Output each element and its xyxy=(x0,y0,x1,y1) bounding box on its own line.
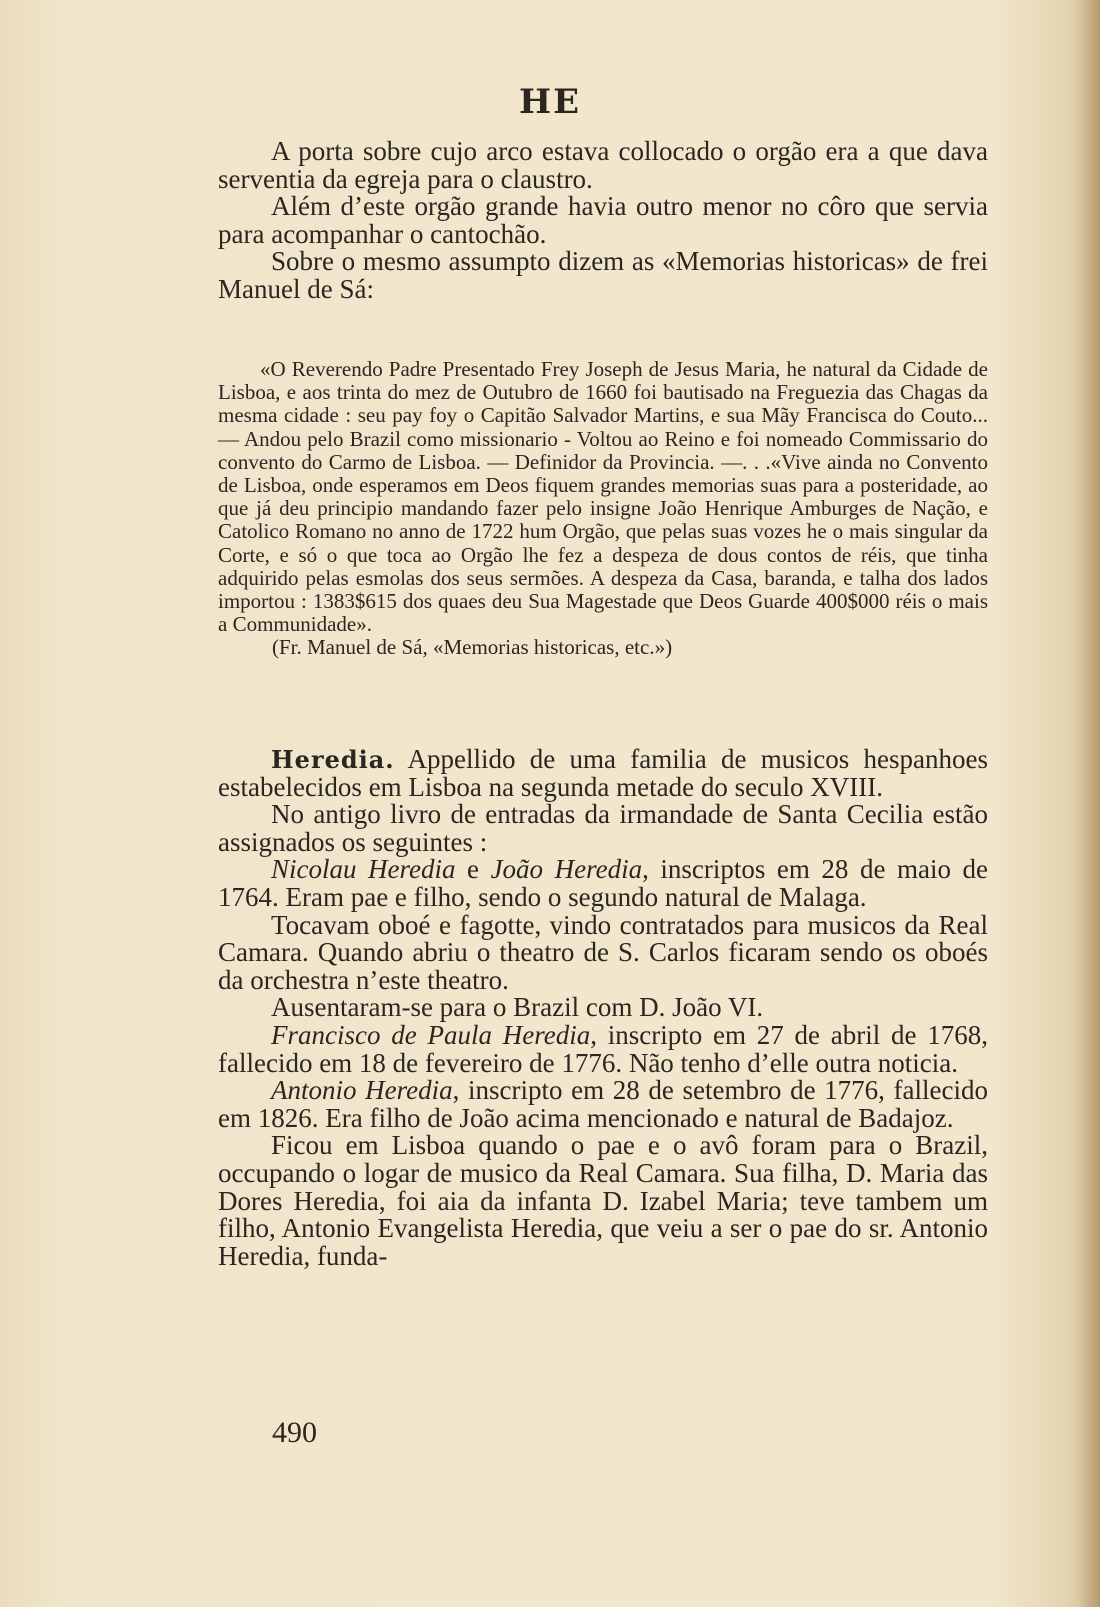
intro-block xyxy=(218,138,988,304)
quote-text: «O Reverendo Padre Presentado Frey Joseph de Jesus Maria, he natural da Cidade de Lisboa, e aos trinta do mez de Outubro de 1660 foi bautisado na Freguezia das Chagas da mesma cidade : seu pay foy o Capitão Salvador Martins, e sua Mãy Francisca do Couto...— Andou pelo Brazil como missionario - Voltou ao Reino e foi nomeado Commissario do convento do Carmo de Lisboa. — Definidor da Provincia. —. . .«Vive ainda no Convento de Lisboa, onde esperamos em Deos fiquem grandes memorias suas para a posteridade, ao que já deu principio mandando fazer pelo insigne João Henrique Amburges de Nação, e Catolico Romano no anno de 1722 hum Orgão, que pelas suas vozes he o mais singular da Corte, e só o que toca ao Orgão lhe fez a despeza de dous contos de réis, que tinha adquirido pelas esmolas dos seus sermões. A despeza da Casa, baranda, e talha dos lados importou : 1383$615 dos quaes deu Sua Magestade que Deos Guarde 400$000 réis o mais a Communidade». xyxy=(218,357,988,637)
entry-paragraph-4: Ausentaram-se para o Brazil com D. João VI. xyxy=(271,992,764,1023)
entry-lead-text: Appellido de uma familia de musicos hespanhoes estabelecidos em Lisboa na segunda metade do seculo XVIII. xyxy=(218,744,988,802)
entry-paragraph-5 xyxy=(218,1019,989,1078)
entry-heredia xyxy=(218,746,988,1270)
entry-paragraph-3: Tocavam oboé e fagotte, vindo contratados para musicos da Real Camara. Quando abriu o theatro de S. Carlos ficaram sendo os oboés da orchestra n’este theatro. xyxy=(218,909,988,995)
entry-paragraph-6 xyxy=(218,1077,988,1132)
intro-paragraph-1: A porta sobre cujo arco estava collocado o orgão era a que dava serventia da egreja para o claustro. xyxy=(218,136,988,194)
entry-paragraph-2-rest: , inscriptos em 28 de maio de 1764. Eram pae e filho, sendo o segundo natural de Malaga. xyxy=(218,854,988,912)
entry-paragraph-2 xyxy=(218,856,988,911)
name-nicolau: Nicolau Heredia xyxy=(271,854,456,885)
intro-paragraph-3: Sobre o mesmo assumpto dizem as «Memorias historicas» de frei Manuel de Sá: xyxy=(218,246,988,304)
page-edge-shadow xyxy=(1078,0,1100,1607)
entry-paragraph-7: Ficou em Lisboa quando o pae e o avô foram para o Brazil, occupando o logar de musico da Real Camara. Sua filha, D. Maria das Dores Heredia, foi aia da infanta D. Izabel Maria; teve tambem um filho, Antonio Evangelista Heredia, que veiu a ser o pae do sr. Antonio Heredia, funda- xyxy=(218,1130,988,1271)
running-head: HE xyxy=(518,82,582,122)
quote-citation: (Fr. Manuel de Sá, «Memorias historicas, etc.») xyxy=(272,635,673,660)
name-joao: João Heredia xyxy=(490,854,643,885)
quote-block xyxy=(218,358,988,660)
entry-paragraph-1: No antigo livro de entradas da irmandade de Santa Cecilia estão assignados os seguintes : xyxy=(218,799,988,857)
page-number: 490 xyxy=(272,1416,317,1449)
name-francisco: Francisco de Paula Heredia xyxy=(271,1019,591,1050)
entry-paragraph-6-rest: , inscripto em 28 de setembro de 1776, fallecido em 1826. Era filho de João acima mencionado e natural de Badajoz. xyxy=(218,1075,989,1133)
entry-paragraph-5-rest: , inscripto em 27 de abril de 1768, fallecido em 18 de fevereiro de 1776. Não tenho d’elle outra noticia. xyxy=(218,1019,989,1078)
entry-lead-paragraph xyxy=(218,746,988,801)
intro-paragraph-2: Além d’este orgão grande havia outro menor no côro que servia para acompanhar o cantochão. xyxy=(218,191,988,249)
name-antonio: Antonio Heredia xyxy=(271,1075,453,1106)
entry-conjunction: e xyxy=(455,854,491,885)
entry-headword: Heredia. xyxy=(271,745,395,774)
